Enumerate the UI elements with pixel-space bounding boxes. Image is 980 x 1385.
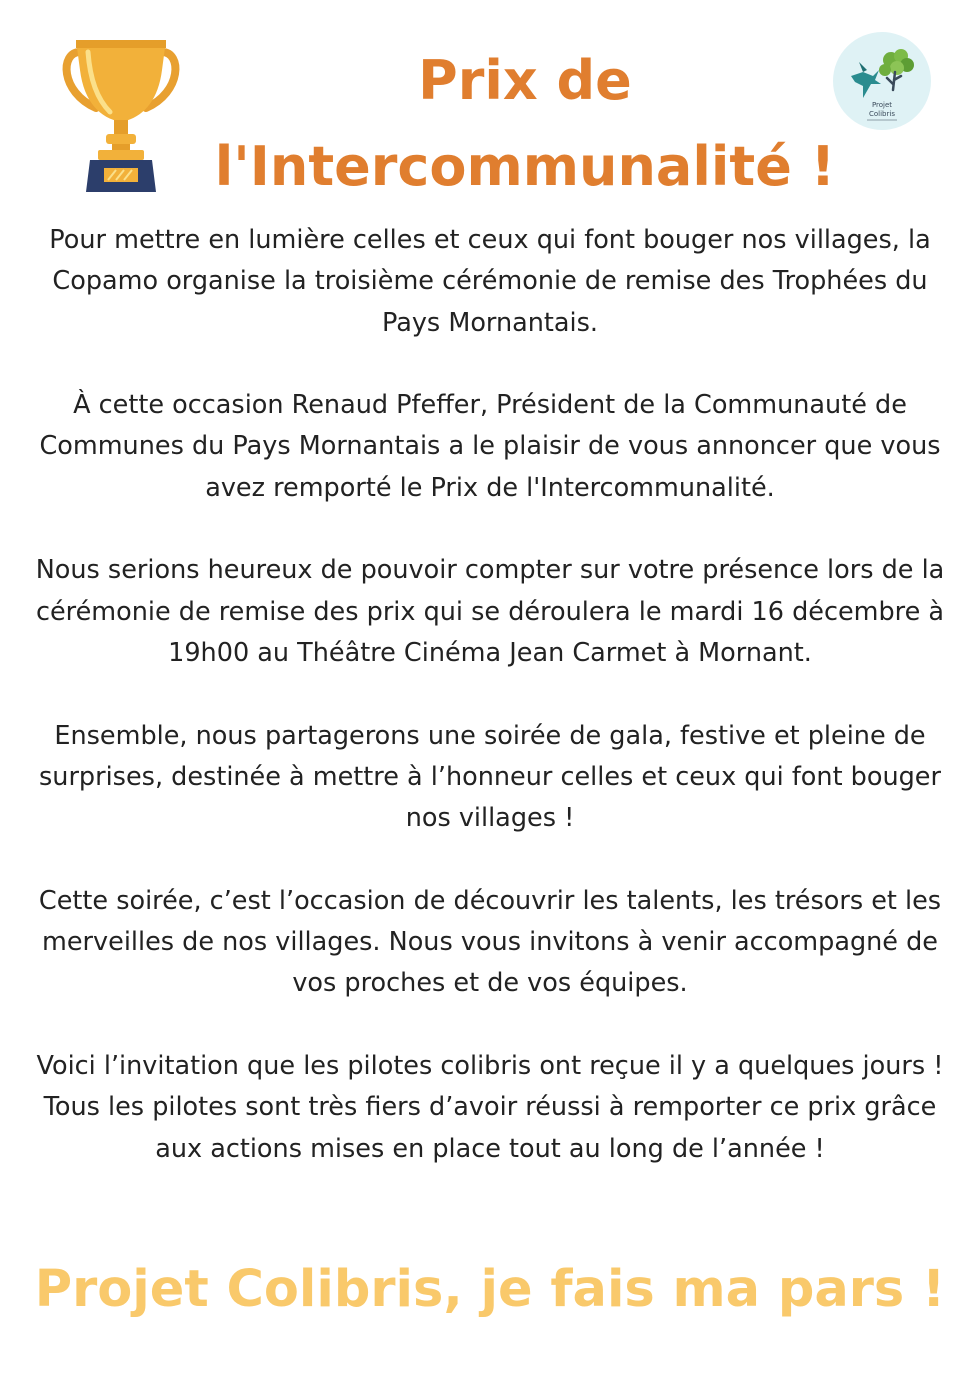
title-line-1: Prix de [418,49,632,112]
paragraph-ceremony: Nous serions heureux de pouvoir compter sur votre présence lors de la cérémonie de remise des prix qui se déroulera le mardi 16 décembre à 19h00 au Théâtre Cinéma Jean Carmet à Mornant. [35,555,945,668]
paragraph-gala: Ensemble, nous partagerons une soirée de gala, festive et pleine de surprises, destinée à mettre à l’honneur celles et ceux qui font bouger nos villages ! [39,720,941,834]
paragraph-intro: Pour mettre en lumière celles et ceux qui font bouger nos villages, la Copamo organise la troisième cérémonie de remise des Trophées du Pays Mornantais. [49,225,931,338]
paragraph-pilots: Voici l’invitation que les pilotes colibris ont reçue il y a quelques jours ! Tous les pilotes sont très fiers d’avoir réussi à remporter ce prix grâce aux actions mises en place tout au long de l’année ! [36,1050,944,1164]
paragraph-evening: Cette soirée, c’est l’occasion de découvrir les talents, les trésors et les merveilles de nos villages. Nous vous invitons à venir accompagné de vos proches et de vos équipes. [38,885,942,999]
logo-caption-line-2: Colibris [869,110,895,118]
title-line-2: l'Intercommunalité ! [214,135,836,198]
paragraph-announcement: À cette occasion Renaud Pfeffer, Président de la Communauté de Communes du Pays Mornantais a le plaisir de vous annoncer que vous avez remporté le Prix de l'Intercommunalité. [39,390,941,503]
invitation-body [30,220,950,1170]
logo-caption-line-1: Projet [871,101,893,109]
page-title [160,38,893,210]
projet-colibris-logo [833,32,931,130]
slogan: Projet Colibris, je fais ma pars ! [34,1260,946,1319]
